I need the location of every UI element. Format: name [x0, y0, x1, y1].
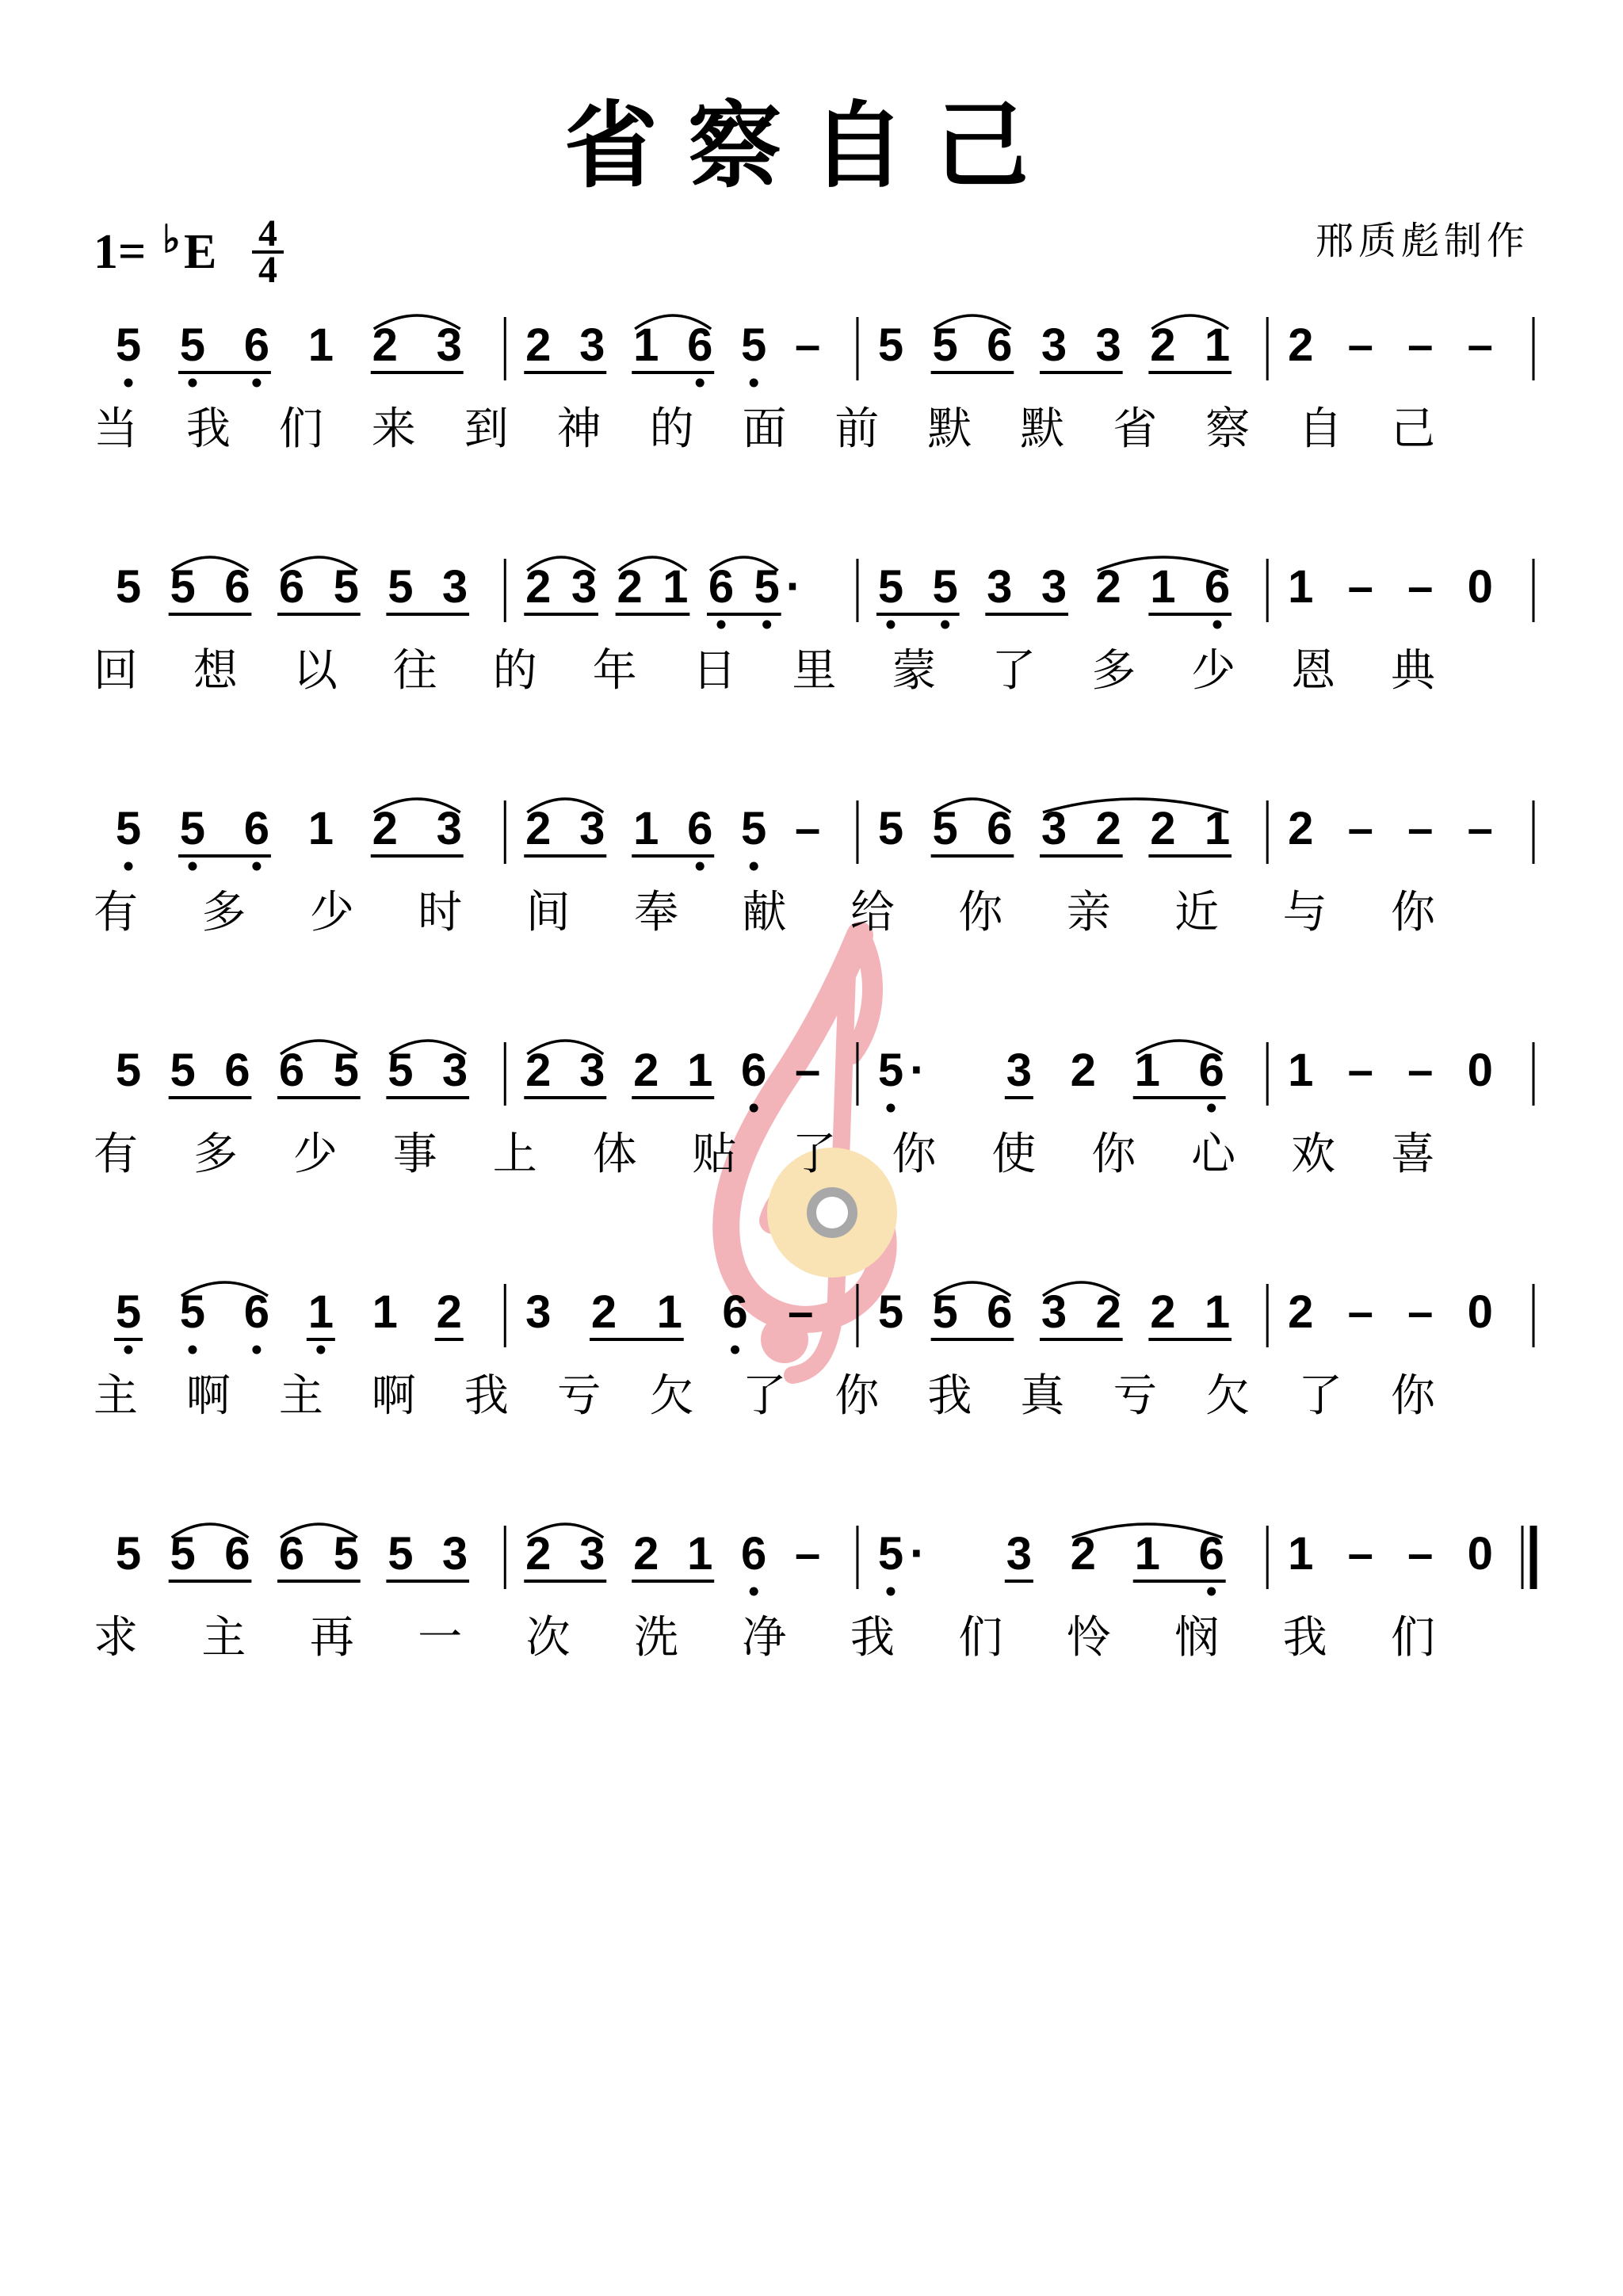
note: 1	[656, 1286, 682, 1338]
note: 1	[1204, 319, 1231, 371]
lyric-char: 近	[1174, 887, 1220, 938]
lyric-char: 亲	[1066, 887, 1111, 938]
note: 5	[333, 1528, 359, 1580]
lyric-char: 了	[1298, 1370, 1343, 1422]
note: 6	[243, 803, 270, 854]
note: 3	[441, 1528, 468, 1580]
note: 1	[1288, 1528, 1314, 1580]
key-flat: ♭	[162, 219, 181, 261]
lyric-char: 的	[492, 645, 537, 697]
note: 1	[1204, 1286, 1231, 1338]
lower-octave-dot	[252, 1346, 261, 1354]
dash-note: –	[795, 319, 821, 371]
note: 5	[179, 803, 206, 854]
lyric-char: 亏	[556, 1370, 601, 1422]
note: 1	[307, 319, 334, 371]
lower-octave-dot	[886, 1587, 895, 1596]
note: 1	[1134, 1528, 1160, 1580]
lyric-char: 己	[1391, 403, 1435, 455]
lyric-char: 贴	[692, 1129, 737, 1180]
lyric-char: 我	[464, 1370, 509, 1422]
note: 5	[170, 561, 196, 613]
lyric-char: 神	[556, 403, 601, 455]
lyric-char: 前	[834, 403, 880, 455]
note: 5	[333, 561, 359, 613]
lyric-char: 心	[1191, 1129, 1236, 1180]
note: 1	[633, 319, 659, 371]
note: 6	[1204, 561, 1231, 613]
score-line	[94, 1041, 1533, 1180]
note: 2	[1150, 319, 1176, 371]
dash-note: –	[1407, 319, 1434, 371]
score-line	[94, 1282, 1533, 1422]
lyric-char: 了	[742, 1370, 787, 1422]
note: 6	[687, 319, 713, 371]
note: 6	[243, 1286, 270, 1338]
note: 5	[115, 803, 142, 854]
lyric-char: 少	[292, 1129, 338, 1180]
note: 1	[307, 1286, 334, 1338]
note: 3	[579, 803, 605, 854]
note: 2	[1288, 319, 1314, 371]
note: 1	[1204, 803, 1231, 854]
note: 1	[1288, 561, 1314, 613]
note: 6	[224, 561, 250, 613]
lyric-char: 有	[94, 887, 138, 938]
lyric-char: 默	[1020, 403, 1065, 455]
note: 1	[687, 1528, 713, 1580]
note: 6	[243, 319, 270, 371]
lower-octave-dot	[188, 1346, 197, 1354]
lower-octave-dot	[886, 621, 895, 629]
note: 5	[932, 803, 958, 854]
note: 5	[741, 319, 767, 371]
note: 3	[1041, 803, 1067, 854]
note: 2	[1095, 803, 1121, 854]
note: 2	[525, 803, 552, 854]
lyric-char: 少	[1191, 645, 1236, 697]
lyric-char: 主	[94, 1370, 138, 1422]
lower-octave-dot	[750, 862, 758, 871]
lyric-char: 事	[392, 1129, 437, 1180]
note: 5	[170, 1045, 196, 1096]
lyric-char: 悯	[1174, 1612, 1220, 1664]
note: 3	[579, 1045, 605, 1096]
note: 3	[441, 561, 468, 613]
lyric-char: 省	[1113, 403, 1158, 455]
note: 2	[525, 1045, 552, 1096]
lyric-char: 上	[492, 1129, 537, 1180]
note: 2	[590, 1286, 617, 1338]
note: 5	[877, 319, 904, 371]
lyric-char: 面	[742, 403, 787, 455]
lyric-char: 欠	[1205, 1370, 1251, 1422]
lower-octave-dot	[252, 379, 261, 388]
lyric-char: 你	[1391, 887, 1435, 938]
note: 3	[1041, 561, 1067, 613]
lower-octave-dot	[316, 1346, 325, 1354]
note: 2	[1150, 803, 1176, 854]
lyric-char: 当	[94, 403, 138, 455]
note: 5	[877, 1045, 904, 1096]
time-signature-top: 4	[258, 212, 277, 254]
note: 1	[307, 803, 334, 854]
lyric-char: 再	[309, 1612, 354, 1664]
note: 3	[1095, 319, 1121, 371]
note: 6	[741, 1528, 767, 1580]
lyric-char: 我	[927, 1370, 972, 1422]
note: 6	[224, 1528, 250, 1580]
key-signature	[94, 212, 284, 291]
note: 2	[525, 1528, 552, 1580]
lower-octave-dot	[716, 621, 725, 629]
note: 0	[1467, 1528, 1493, 1580]
note: 2	[525, 561, 552, 613]
note: 5	[388, 1528, 414, 1580]
lyric-char: 来	[371, 403, 416, 455]
lower-octave-dot	[750, 1587, 758, 1596]
lyric-char: 次	[525, 1612, 571, 1664]
lyric-char: 蒙	[892, 645, 937, 697]
dash-note: –	[1467, 803, 1493, 854]
dash-note: –	[1347, 561, 1373, 613]
score-body	[94, 315, 1533, 1664]
note: 5	[932, 561, 958, 613]
key-prefix: 1=	[94, 225, 147, 279]
note: 3	[1006, 1528, 1032, 1580]
dash-note: –	[1347, 803, 1373, 854]
note: 6	[987, 803, 1013, 854]
note: 5	[179, 1286, 206, 1338]
lyric-char: 体	[592, 1129, 637, 1180]
lyric-char: 啊	[185, 1370, 231, 1422]
note: 5	[754, 561, 780, 613]
slur	[1043, 799, 1228, 812]
note: 5	[170, 1528, 196, 1580]
lyric-char: 们	[278, 403, 323, 455]
note: 5	[388, 1045, 414, 1096]
note: 2	[372, 319, 398, 371]
note: 3	[579, 1528, 605, 1580]
note: 5	[115, 561, 142, 613]
lyric-char: 亏	[1113, 1370, 1158, 1422]
lyric-char: 们	[958, 1612, 1003, 1664]
lyric-char: 往	[392, 645, 437, 697]
lyric-char: 啊	[371, 1370, 416, 1422]
note: 1	[1288, 1045, 1314, 1096]
note: 2	[436, 1286, 462, 1338]
note: 2	[617, 561, 643, 613]
lyric-char: 想	[193, 645, 238, 697]
note: 0	[1467, 1286, 1493, 1338]
lyric-char: 少	[309, 887, 354, 938]
score-line	[94, 1524, 1533, 1664]
lyric-char: 典	[1391, 645, 1435, 697]
lyric-char: 主	[278, 1370, 323, 1422]
lyric-char: 一	[418, 1612, 463, 1664]
lower-octave-dot	[886, 1104, 895, 1113]
note: 6	[987, 1286, 1013, 1338]
lyric-char: 多	[1091, 645, 1136, 697]
lower-octave-dot	[696, 862, 705, 871]
lyric-char: 洗	[634, 1612, 679, 1664]
note: 5	[932, 319, 958, 371]
lower-octave-dot	[750, 1104, 758, 1113]
dash-note: –	[795, 1528, 821, 1580]
lyric-char: 我	[1282, 1612, 1327, 1664]
note: 6	[722, 1286, 748, 1338]
note: 3	[436, 319, 462, 371]
lyric-char: 年	[592, 645, 637, 697]
dash-note: –	[788, 1286, 814, 1338]
note: 1	[372, 1286, 398, 1338]
lyric-char: 奉	[634, 887, 679, 938]
lyric-char: 我	[850, 1612, 895, 1664]
note: 5	[115, 1528, 142, 1580]
note: 5	[932, 1286, 958, 1338]
lyric-char: 间	[525, 887, 571, 938]
lyric-char: 回	[94, 645, 138, 697]
lyric-char: 喜	[1391, 1129, 1435, 1180]
lyric-char: 以	[292, 645, 338, 697]
dash-note: –	[1407, 1528, 1434, 1580]
dash-note: –	[1347, 1528, 1373, 1580]
lyric-char: 恩	[1291, 645, 1336, 697]
lyric-char: 时	[418, 887, 463, 938]
note: 6	[278, 561, 305, 613]
lower-octave-dot	[124, 1346, 133, 1354]
note: 6	[708, 561, 735, 613]
note: 1	[687, 1045, 713, 1096]
note: 2	[1070, 1045, 1096, 1096]
note: 5	[388, 561, 414, 613]
lyric-char: 你	[1391, 1370, 1435, 1422]
score-line	[94, 557, 1533, 697]
note: 3	[1041, 1286, 1067, 1338]
note: 3	[1041, 319, 1067, 371]
note: 3	[579, 319, 605, 371]
note: 2	[1070, 1528, 1096, 1580]
note: 2	[1150, 1286, 1176, 1338]
lyric-char: 欠	[649, 1370, 694, 1422]
note: 2	[372, 803, 398, 854]
note: 2	[633, 1045, 659, 1096]
augmentation-dot: ·	[785, 560, 802, 613]
note: 5	[877, 1286, 904, 1338]
dash-note: –	[1347, 319, 1373, 371]
lyric-char: 你	[892, 1129, 937, 1180]
lower-octave-dot	[124, 379, 133, 388]
augmentation-dot: ·	[909, 1043, 926, 1096]
key-letter: E	[184, 225, 217, 279]
lyric-char: 默	[927, 403, 972, 455]
note: 3	[525, 1286, 552, 1338]
score-line	[94, 799, 1533, 938]
note: 3	[571, 561, 598, 613]
lyric-char: 察	[1205, 403, 1251, 455]
lyric-char: 与	[1282, 887, 1327, 938]
note: 5	[877, 1528, 904, 1580]
lyric-char: 使	[991, 1129, 1037, 1180]
lower-octave-dot	[941, 621, 949, 629]
lyric-char: 们	[1391, 1612, 1435, 1664]
note: 6	[278, 1045, 305, 1096]
note: 5	[877, 561, 904, 613]
dash-note: –	[1347, 1045, 1373, 1096]
lower-octave-dot	[731, 1346, 739, 1354]
dash-note: –	[1347, 1286, 1373, 1338]
note: 2	[1288, 803, 1314, 854]
note: 6	[1198, 1045, 1224, 1096]
lyric-char: 了	[991, 645, 1037, 697]
lower-octave-dot	[188, 379, 197, 388]
lyric-char: 给	[850, 887, 895, 938]
lower-octave-dot	[188, 862, 197, 871]
note: 3	[987, 561, 1013, 613]
note: 3	[1006, 1045, 1032, 1096]
note: 1	[633, 803, 659, 854]
dash-note: –	[1407, 1045, 1434, 1096]
lower-octave-dot	[1213, 621, 1222, 629]
dash-note: –	[1407, 1286, 1434, 1338]
note: 5	[179, 319, 206, 371]
lyric-char: 主	[201, 1612, 246, 1664]
note: 3	[436, 803, 462, 854]
lower-octave-dot	[762, 621, 771, 629]
note: 6	[987, 319, 1013, 371]
dash-note: –	[795, 803, 821, 854]
lyric-char: 我	[185, 403, 231, 455]
note: 3	[441, 1045, 468, 1096]
note: 1	[663, 561, 689, 613]
note: 2	[1288, 1286, 1314, 1338]
note: 6	[278, 1528, 305, 1580]
lyric-char: 自	[1298, 403, 1343, 455]
note: 6	[741, 1045, 767, 1096]
lower-octave-dot	[1207, 1104, 1216, 1113]
lyric-char: 你	[958, 887, 1003, 938]
lyric-char: 你	[1091, 1129, 1136, 1180]
lyric-char: 日	[692, 645, 737, 697]
note: 2	[1095, 1286, 1121, 1338]
lower-octave-dot	[750, 379, 758, 388]
score-line	[94, 315, 1533, 455]
song-title: 省察自己	[563, 90, 1060, 201]
lyric-char: 多	[201, 887, 246, 938]
note: 2	[633, 1528, 659, 1580]
lyric-char: 的	[649, 403, 694, 455]
lower-octave-dot	[252, 862, 261, 871]
note: 1	[1134, 1045, 1160, 1096]
note: 5	[333, 1045, 359, 1096]
lyric-char: 多	[193, 1129, 238, 1180]
lower-octave-dot	[1207, 1587, 1216, 1596]
lyric-char: 了	[792, 1129, 837, 1180]
lyric-char: 求	[94, 1612, 138, 1664]
note: 6	[224, 1045, 250, 1096]
dash-note: –	[1407, 803, 1434, 854]
dash-note: –	[1407, 561, 1434, 613]
lyric-char: 有	[94, 1129, 138, 1180]
note: 2	[1095, 561, 1121, 613]
lower-octave-dot	[124, 862, 133, 871]
lyric-char: 怜	[1066, 1612, 1111, 1664]
note: 5	[877, 803, 904, 854]
dash-note: –	[795, 1045, 821, 1096]
note: 5	[741, 803, 767, 854]
lyric-char: 真	[1020, 1370, 1065, 1422]
note: 5	[115, 1045, 142, 1096]
time-signature-bottom: 4	[258, 249, 277, 291]
note: 0	[1467, 561, 1493, 613]
note: 5	[115, 319, 142, 371]
lyric-char: 献	[742, 887, 787, 938]
note: 1	[1150, 561, 1176, 613]
lyric-char: 欢	[1291, 1129, 1336, 1180]
note: 6	[687, 803, 713, 854]
lyric-char: 净	[742, 1612, 787, 1664]
note: 6	[1198, 1528, 1224, 1580]
lyric-char: 你	[834, 1370, 880, 1422]
arranger-credit: 邢质彪制作	[1315, 219, 1529, 263]
note: 5	[115, 1286, 142, 1338]
lower-octave-dot	[696, 379, 705, 388]
lyric-char: 里	[792, 645, 837, 697]
note: 2	[525, 319, 552, 371]
note: 0	[1467, 1045, 1493, 1096]
augmentation-dot: ·	[909, 1526, 926, 1580]
dash-note: –	[1467, 319, 1493, 371]
lyric-char: 到	[464, 403, 509, 455]
